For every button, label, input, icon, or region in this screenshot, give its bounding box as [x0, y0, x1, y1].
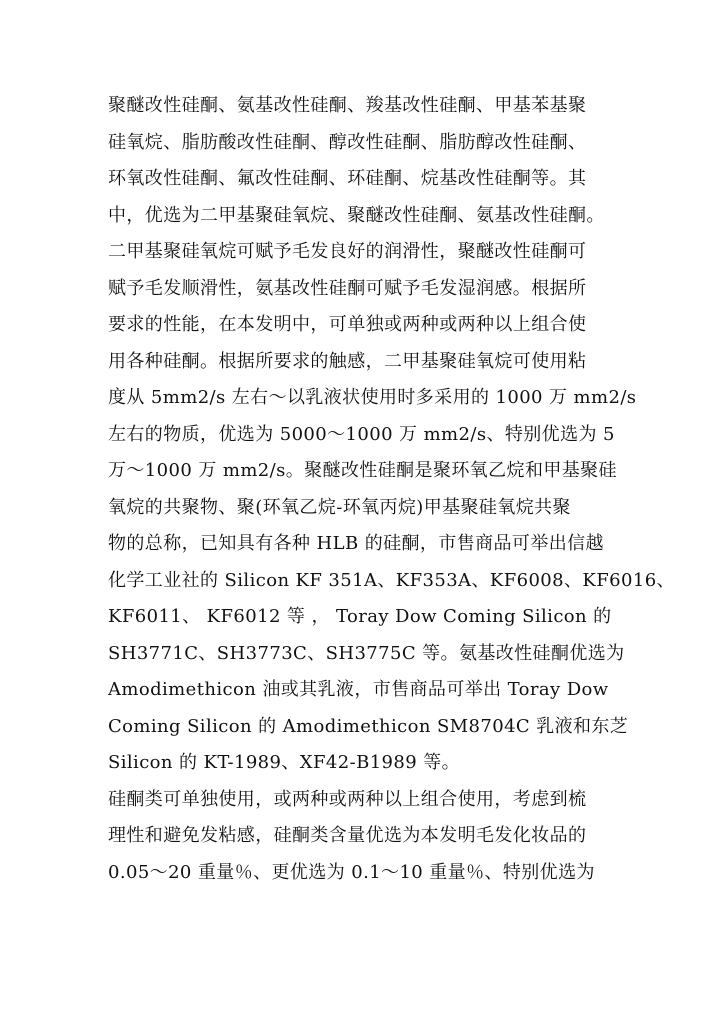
- document-body: [108, 88, 675, 891]
- text-line: 硅酮类可单独使用，或两种或两种以上组合使用，考虑到梳: [108, 788, 587, 810]
- text-line: SH3771C、SH3773C、SH3775C 等。氨基改性硅酮优选为: [108, 642, 625, 664]
- text-line: 环氧改性硅酮、氟改性硅酮、环硅酮、烷基改性硅酮等。其: [108, 168, 587, 189]
- text-line: 万～1000 万 mm2/s。聚醚改性硅酮是聚环氧乙烷和甲基聚硅: [108, 460, 617, 481]
- text-line: 用各种硅酮。根据所要求的触感，二甲基聚硅氧烷可使用粘: [108, 350, 587, 372]
- text-line: Silicon 的 KT-1989、XF42-B1989 等。: [108, 752, 461, 773]
- text-line: 聚醚改性硅酮、氨基改性硅酮、羧基改性硅酮、甲基苯基聚: [108, 95, 587, 116]
- text-line: 物的总称，已知具有各种 HLB 的硅酮，市售商品可举出信越: [108, 533, 604, 554]
- text-line: 要求的性能，在本发明中，可单独或两种或两种以上组合使: [108, 314, 587, 335]
- text-line: 理性和避免发粘感，硅酮类含量优选为本发明毛发化妆品的: [108, 825, 587, 846]
- text-line: 硅氧烷、脂肪酸改性硅酮、醇改性硅酮、脂肪醇改性硅酮、: [108, 131, 587, 153]
- text-line: 赋予毛发顺滑性，氨基改性硅酮可赋予毛发湿润感。根据所: [108, 277, 587, 299]
- text-line: 氧烷的共聚物、聚(环氧乙烷-环氧丙烷)甲基聚硅氧烷共聚: [108, 496, 571, 518]
- text-line: 化学工业社的 Silicon KF 351A、KF353A、KF6008、KF6016、: [108, 569, 675, 591]
- text-line: 左右的物质，优选为 5000～1000 万 mm2/s、特别优选为 5: [108, 423, 615, 445]
- text-line: 中，优选为二甲基聚硅氧烷、聚醚改性硅酮、氨基改性硅酮。: [108, 204, 605, 226]
- text-line: 二甲基聚硅氧烷可赋予毛发良好的润滑性，聚醚改性硅酮可: [108, 241, 587, 262]
- text-line: Coming Silicon 的 Amodimethicon SM8704C 乳液和东芝: [108, 715, 629, 737]
- text-line: KF6011、 KF6012 等 ， Toray Dow Coming Silicon 的: [108, 606, 612, 627]
- text-line: 0.05～20 重量％、更优选为 0.1～10 重量％、特别优选为: [108, 861, 595, 883]
- text-line: 度从 5mm2/s 左右～以乳液状使用时多采用的 1000 万 mm2/s: [108, 387, 637, 408]
- text-line: Amodimethicon 油或其乳液，市售商品可举出 Toray Dow: [108, 679, 609, 700]
